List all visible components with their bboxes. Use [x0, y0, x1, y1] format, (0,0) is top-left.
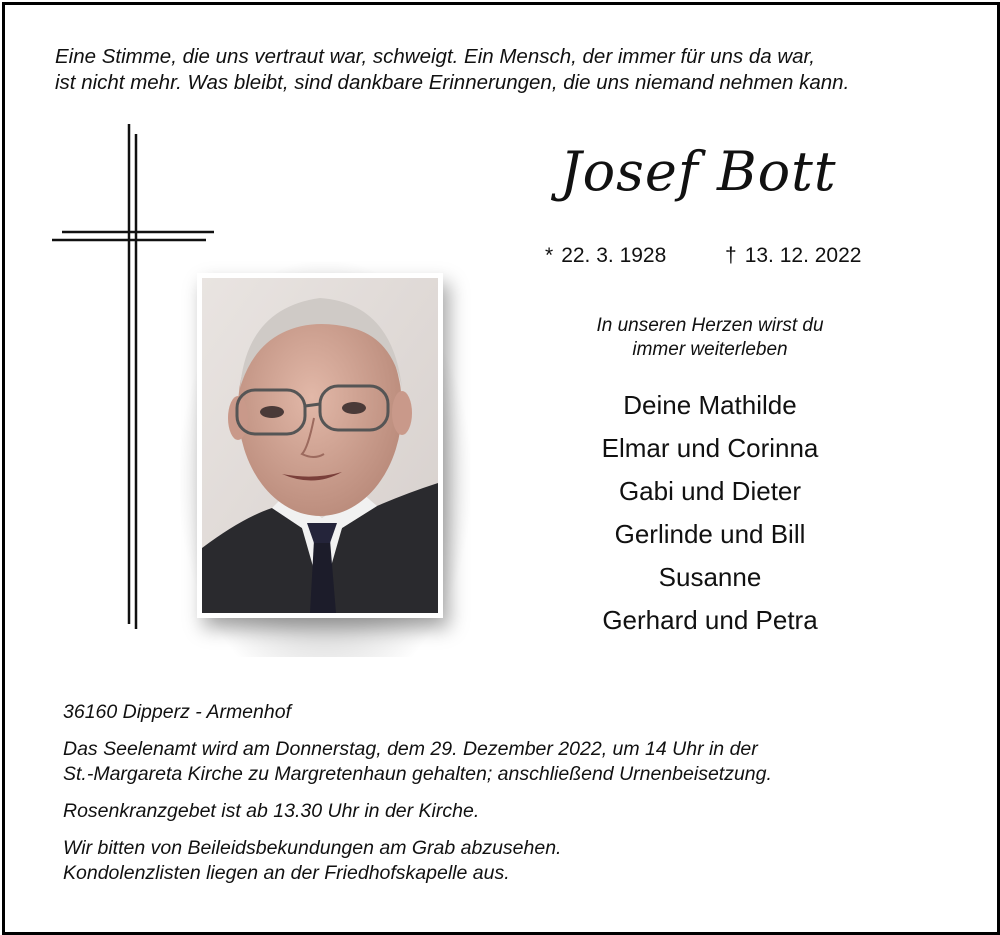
intro-line: Eine Stimme, die uns vertraut war, schweigt. Ein Mensch, der immer für uns da war,	[55, 45, 815, 68]
family-member: Gabi und Dieter	[618, 476, 802, 506]
motto-line: In unseren Herzen wirst du	[596, 315, 824, 336]
life-dates	[545, 244, 905, 268]
birth-date: 22. 3. 1928	[561, 244, 667, 267]
service-line: Das Seelenamt wird am Donnerstag, dem 29. Dezember 2022, um 14 Uhr in der	[63, 738, 758, 760]
service-info	[63, 700, 943, 886]
intro-line: ist nicht mehr. Was bleibt, sind dankbare Erinnerungen, die uns niemand nehmen kann.	[55, 71, 850, 94]
birth-date-group	[545, 244, 666, 267]
intro-verse	[55, 44, 955, 96]
family-member: Gerhard und Petra	[602, 605, 818, 635]
family-member: Gerlinde und Bill	[614, 519, 806, 549]
family-member: Deine Mathilde	[623, 390, 797, 420]
service-line: St.-Margareta Kirche zu Margretenhaun gehalten; anschließend Urnenbeisetzung.	[63, 763, 772, 785]
motto-line: immer weiterleben	[632, 339, 788, 360]
portrait-image	[202, 278, 438, 613]
rosary-note: Rosenkranzgebet ist ab 13.30 Uhr in der Kirche.	[63, 800, 480, 822]
death-symbol: †	[725, 244, 737, 267]
request-line: Kondolenzlisten liegen an der Friedhofskapelle aus.	[63, 862, 510, 884]
motto	[510, 314, 910, 362]
death-date-group	[725, 244, 861, 268]
request-line: Wir bitten von Beileidsbekundungen am Grab abzusehen.	[63, 837, 562, 859]
death-date: 13. 12. 2022	[744, 244, 862, 267]
address: 36160 Dipperz - Armenhof	[63, 701, 291, 723]
family-member: Elmar und Corinna	[601, 433, 819, 463]
family-member: Susanne	[658, 562, 762, 592]
birth-symbol: *	[545, 244, 554, 267]
deceased-name: Josef Bott	[560, 140, 837, 203]
family-list	[510, 384, 910, 642]
portrait-photo	[197, 273, 443, 618]
